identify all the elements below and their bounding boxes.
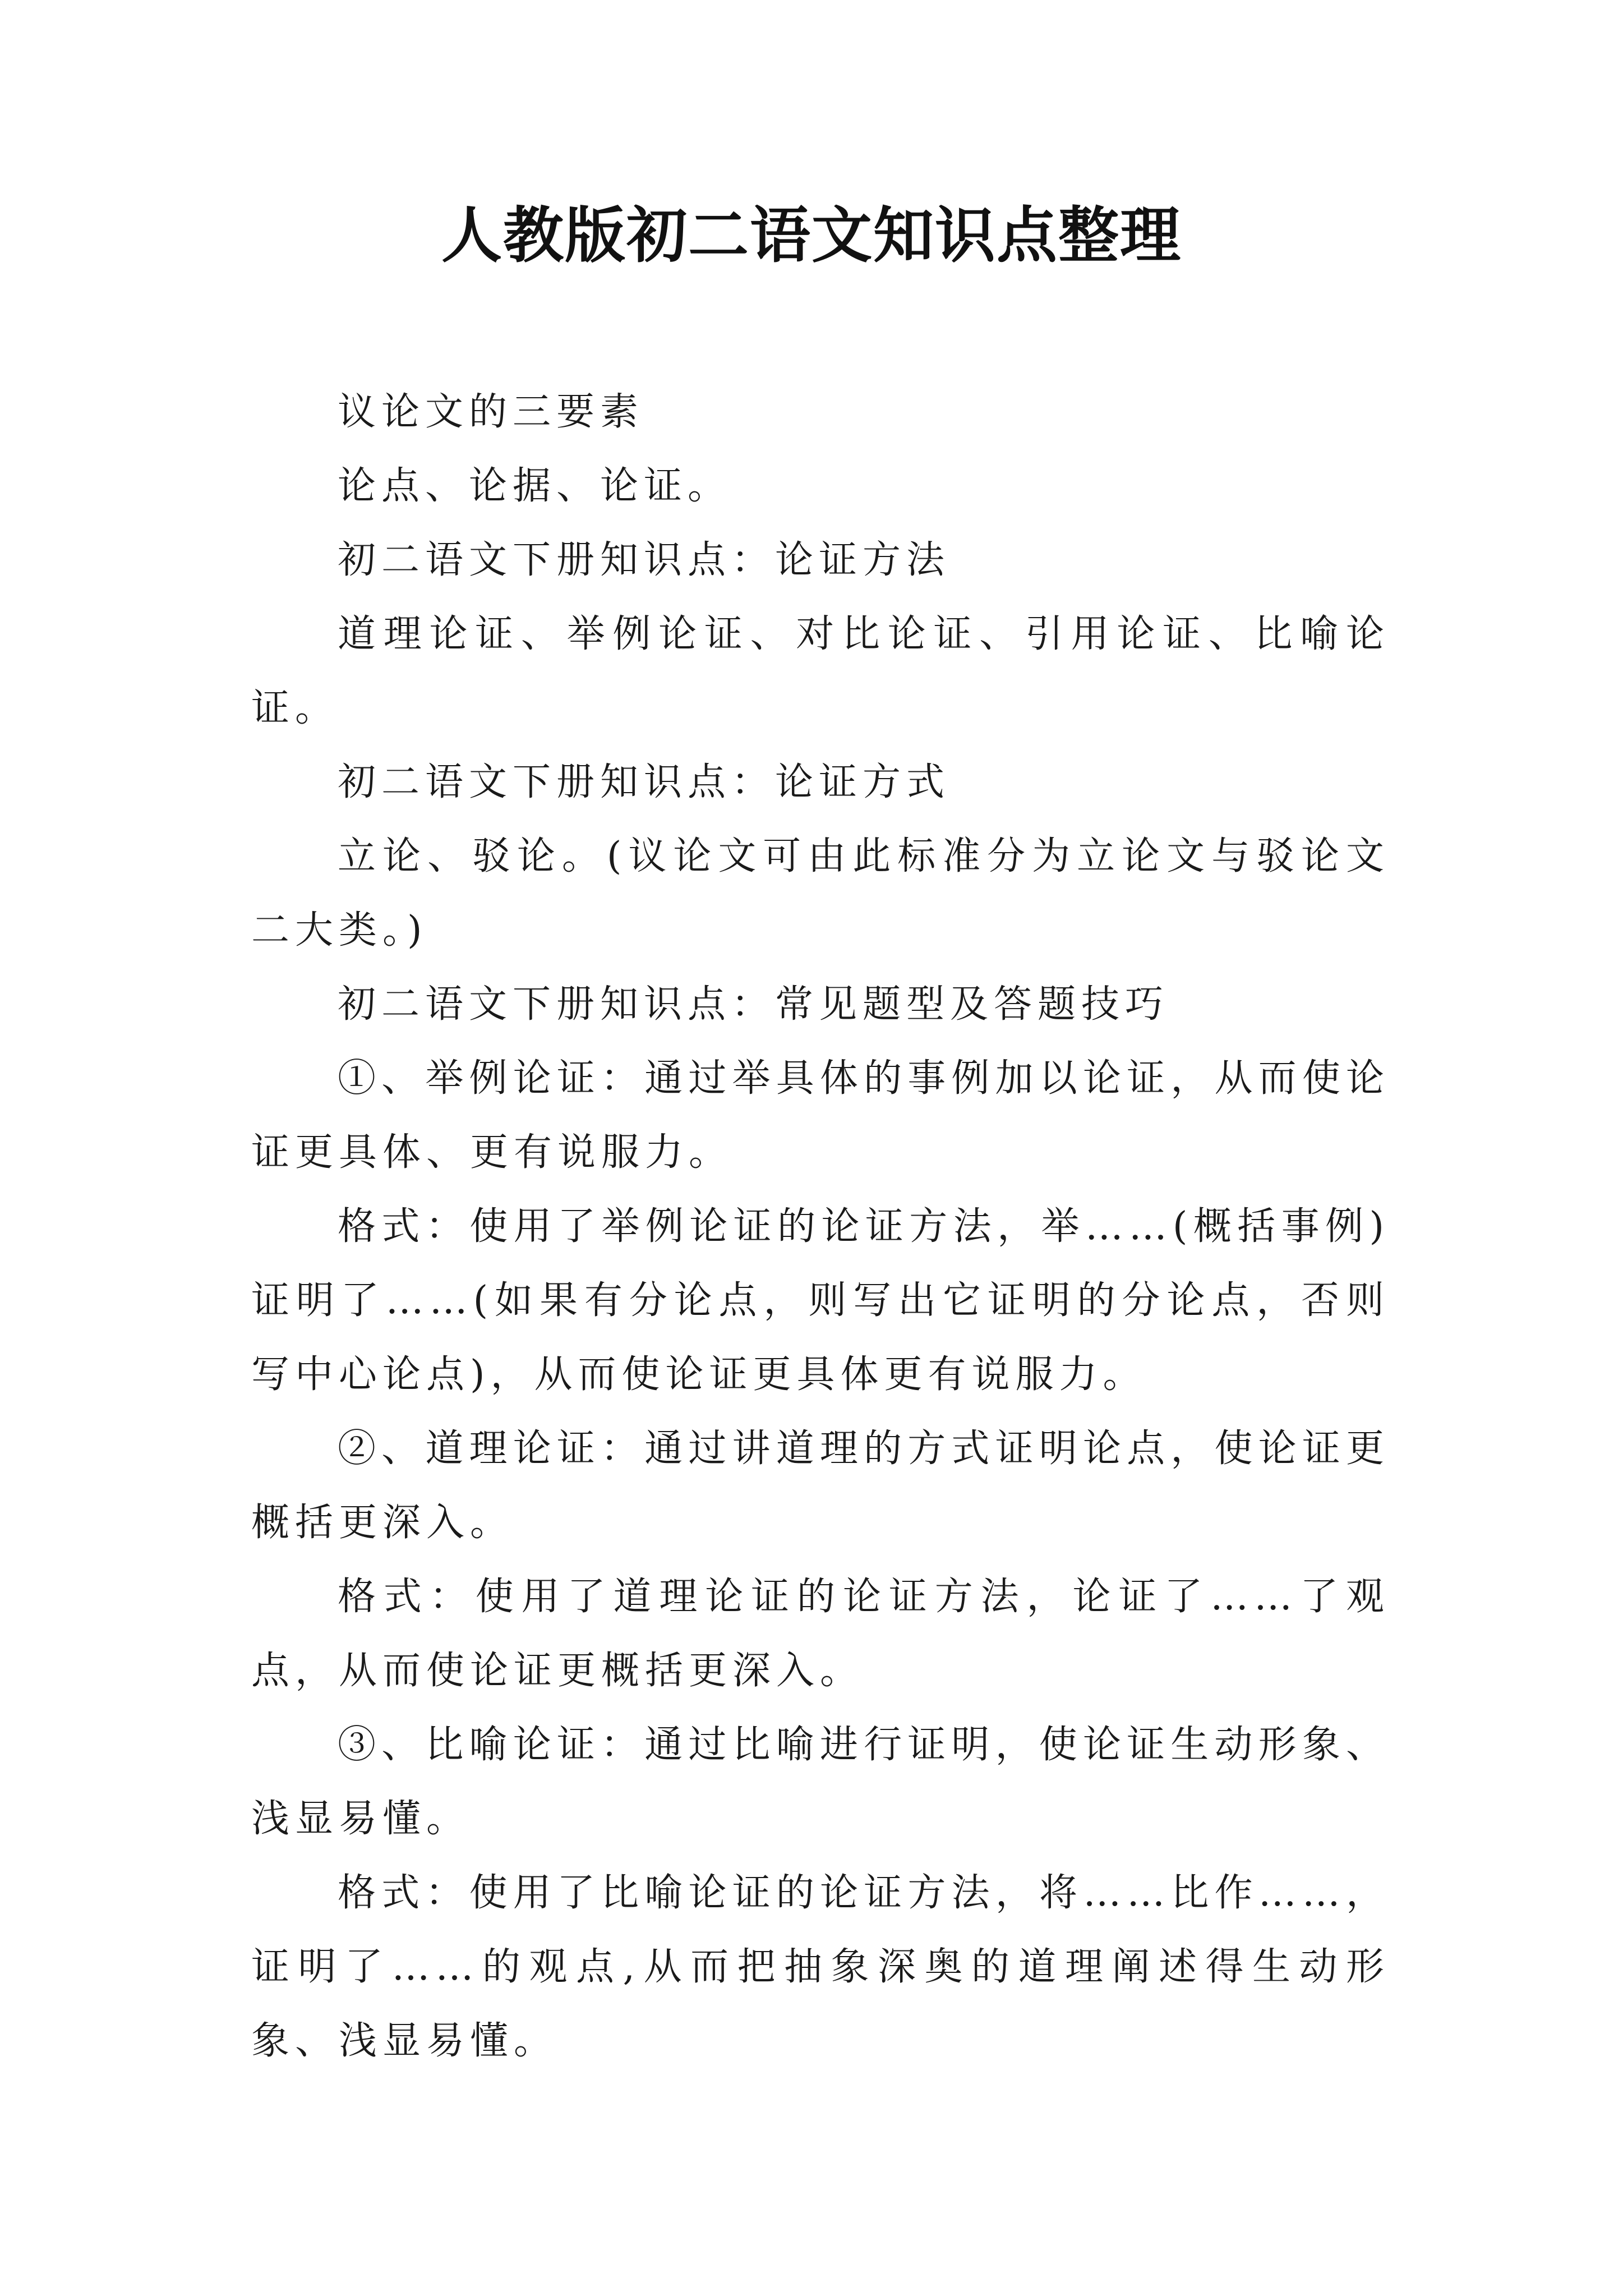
paragraph-3: 初二语文下册知识点：论证方法 <box>338 538 951 582</box>
paragraph-9: 格式：使用了举例论证的论证方法，举……(概括事例)证明了……(如果有分论点，则写出它证明的分论点，否则写中心论点)，从而使论证更具体更有说服力。 <box>251 1204 1390 1397</box>
document-body <box>251 375 1390 2078</box>
paragraph-4: 道理论证、举例论证、对比论证、引用论证、比喻论证。 <box>251 612 1390 730</box>
paragraph-12: ③、比喻论证：通过比喻进行证明，使论证生动形象、浅显易懂。 <box>251 1723 1390 1841</box>
paragraph-6: 立论、驳论。(议论文可由此标准分为立论文与驳论文二大类。) <box>251 834 1390 953</box>
paragraph-11: 格式：使用了道理论证的论证方法，论证了……了观点，从而使论证更概括更深入。 <box>251 1575 1390 1693</box>
paragraph-1: 议论文的三要素 <box>338 390 644 434</box>
paragraph-8: ①、举例论证：通过举具体的事例加以论证，从而使论证更具体、更有说服力。 <box>251 1056 1390 1175</box>
paragraph-5: 初二语文下册知识点：论证方式 <box>338 760 951 804</box>
paragraph-13: 格式：使用了比喻论证的论证方法，将……比作……，证明了……的观点,从而把抽象深奥的道理阐述得生动形象、浅显易懂。 <box>251 1871 1390 2063</box>
paragraph-7: 初二语文下册知识点：常见题型及答题技巧 <box>338 982 1169 1027</box>
paragraph-10: ②、道理论证：通过讲道理的方式证明论点，使论证更概括更深入。 <box>251 1427 1390 1545</box>
paragraph-2: 论点、论据、论证。 <box>338 464 732 508</box>
document-title: 人教版初二语文知识点整理 <box>441 200 1182 271</box>
